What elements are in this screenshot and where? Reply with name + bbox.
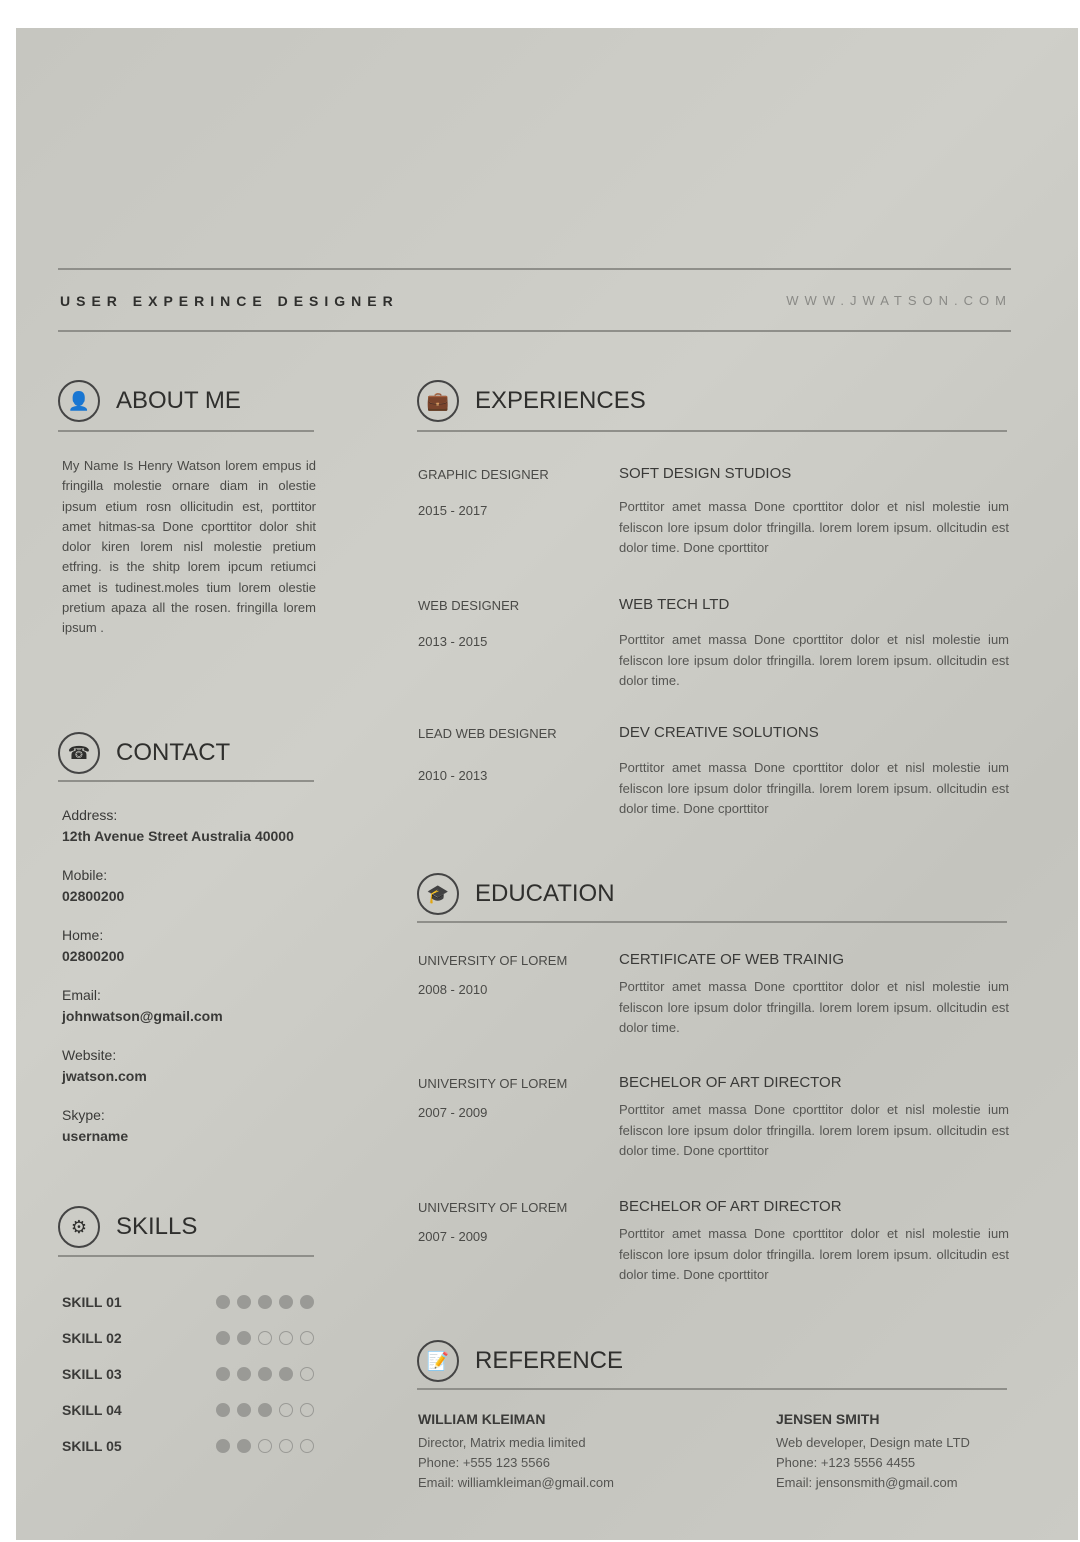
- reference-email: Email: jensonsmith@gmail.com: [776, 1475, 958, 1490]
- experience-years: 2013 - 2015: [418, 634, 488, 649]
- experience-description: Porttitor amet massa Done cporttitor dolor et nisl molestie ium feliscon lore ipsum dolor tfringilla. lorem lorem ipsum. ollcitudin est dolor time.: [619, 632, 1009, 688]
- contact-item: [62, 985, 223, 1027]
- skill-rating: [216, 1403, 314, 1417]
- filled-dot: [216, 1403, 230, 1417]
- empty-dot: [300, 1331, 314, 1345]
- filled-dot: [237, 1367, 251, 1381]
- heading-text: REFERENCE: [475, 1347, 624, 1374]
- experience-years: 2010 - 2013: [418, 768, 488, 783]
- experience-description: Porttitor amet massa Done cporttitor dolor et nisl molestie ium feliscon lore ipsum dolor tfringilla. lorem lorem ipsum. ollcitudin est dolor time. Done cporttitor: [619, 760, 1009, 816]
- filled-dot: [279, 1295, 293, 1309]
- contact-value: 12th Avenue Street Australia 40000: [62, 828, 294, 844]
- skill-name: SKILL 01: [62, 1294, 122, 1310]
- skill-row: [62, 1402, 314, 1418]
- contact-label: Website:: [62, 1047, 117, 1063]
- experience-company: SOFT DESIGN STUDIOS: [619, 465, 792, 482]
- education-school: UNIVERSITY OF LOREM: [418, 953, 568, 968]
- user-icon: 👤: [58, 380, 100, 422]
- contact-value: 02800200: [62, 948, 125, 964]
- experience-role: LEAD WEB DESIGNER: [418, 726, 557, 741]
- skill-row: [62, 1366, 314, 1382]
- divider: [58, 330, 1011, 332]
- contact-item: [62, 925, 124, 967]
- education-degree: BECHELOR OF ART DIRECTOR: [619, 1198, 842, 1215]
- contact-label: Home:: [62, 927, 104, 943]
- experience-role: WEB DESIGNER: [418, 598, 520, 613]
- filled-dot: [216, 1439, 230, 1453]
- skill-name: SKILL 04: [62, 1402, 122, 1418]
- education-description: Porttitor amet massa Done cporttitor dolor et nisl molestie ium feliscon lore ipsum dolor tfringilla. lorem lorem ipsum. ollcitudin est dolor time. Done cporttitor: [619, 1102, 1009, 1158]
- website-header: WWW.JWATSON.COM: [786, 293, 1012, 308]
- skill-rating: [216, 1367, 314, 1381]
- skill-rating: [216, 1331, 314, 1345]
- filled-dot: [237, 1331, 251, 1345]
- heading-text: CONTACT: [116, 739, 231, 766]
- divider: [58, 1255, 314, 1257]
- education-years: 2007 - 2009: [418, 1229, 488, 1244]
- experience-description: Porttitor amet massa Done cporttitor dolor et nisl molestie ium feliscon lore ipsum dolor tfringilla. lorem lorem ipsum. ollcitudin est dolor time. Done cporttitor: [619, 499, 1009, 555]
- filled-dot: [216, 1367, 230, 1381]
- reference-heading: [417, 1340, 623, 1382]
- reference-phone: Phone: +555 123 5566: [418, 1455, 550, 1470]
- education-degree: CERTIFICATE OF WEB TRAINIG: [619, 951, 845, 968]
- skill-row: [62, 1438, 314, 1454]
- education-years: 2007 - 2009: [418, 1105, 488, 1120]
- contact-item: [62, 1045, 147, 1087]
- education-description: Porttitor amet massa Done cporttitor dolor et nisl molestie ium feliscon lore ipsum dolor tfringilla. lorem lorem ipsum. ollcitudin est dolor time. Done cporttitor: [619, 1226, 1009, 1282]
- job-title: USER EXPERINCE DESIGNER: [60, 293, 399, 309]
- education-degree: BECHELOR OF ART DIRECTOR: [619, 1074, 842, 1091]
- reference-name: WILLIAM KLEIMAN: [418, 1411, 546, 1427]
- reference-card: [776, 1409, 970, 1493]
- education-description: Porttitor amet massa Done cporttitor dolor et nisl molestie ium feliscon lore ipsum dolor tfringilla. lorem lorem ipsum. ollcitudin est dolor time.: [619, 979, 1009, 1035]
- reference-phone: Phone: +123 5556 4455: [776, 1455, 916, 1470]
- phone-book-icon: ☎: [58, 732, 100, 774]
- contact-value: username: [62, 1128, 129, 1144]
- contact-item: [62, 865, 124, 907]
- contact-value: jwatson.com: [62, 1068, 147, 1084]
- skill-name: SKILL 03: [62, 1366, 122, 1382]
- empty-dot: [300, 1403, 314, 1417]
- about-text: My Name Is Henry Watson lorem empus id fringilla molestie ornare diam in olestie ipsum etium rosn ollicitudin est, porttitor amet hitmas-sa Done cporttitor dolor shit dolor kiren lorem nisl molestie pretium etfring. is the shitp lorem ipcum retiumci amet is tudinest.moles tium lorem olestie pretium apaza all the rosen. fringilla lorem ipsum .: [62, 458, 316, 636]
- skills-heading: [58, 1206, 197, 1248]
- contact-value: 02800200: [62, 888, 125, 904]
- filled-dot: [216, 1331, 230, 1345]
- filled-dot: [237, 1403, 251, 1417]
- empty-dot: [279, 1331, 293, 1345]
- contact-heading: [58, 732, 230, 774]
- heading-text: SKILLS: [116, 1213, 198, 1240]
- briefcase-icon: 💼: [417, 380, 459, 422]
- reference-title: Director, Matrix media limited: [418, 1435, 586, 1450]
- divider: [58, 268, 1011, 270]
- experience-years: 2015 - 2017: [418, 503, 488, 518]
- document-icon: 📝: [417, 1340, 459, 1382]
- gear-icon: ⚙: [58, 1206, 100, 1248]
- contact-item: [62, 1105, 128, 1147]
- filled-dot: [237, 1295, 251, 1309]
- reference-card: [418, 1409, 614, 1493]
- reference-email: Email: williamkleiman@gmail.com: [418, 1475, 614, 1490]
- filled-dot: [300, 1295, 314, 1309]
- divider: [417, 921, 1007, 923]
- education-school: UNIVERSITY OF LOREM: [418, 1200, 568, 1215]
- filled-dot: [258, 1403, 272, 1417]
- filled-dot: [258, 1367, 272, 1381]
- experiences-heading: [417, 380, 646, 422]
- skill-name: SKILL 05: [62, 1438, 122, 1454]
- filled-dot: [216, 1295, 230, 1309]
- skill-row: [62, 1294, 314, 1310]
- contact-label: Skype:: [62, 1107, 105, 1123]
- reference-title: Web developer, Design mate LTD: [776, 1435, 970, 1450]
- divider: [58, 780, 314, 782]
- heading-text: EXPERIENCES: [475, 387, 646, 414]
- empty-dot: [258, 1439, 272, 1453]
- filled-dot: [258, 1295, 272, 1309]
- experience-company: DEV CREATIVE SOLUTIONS: [619, 724, 819, 741]
- about-heading: [58, 380, 241, 422]
- contact-value: johnwatson@gmail.com: [62, 1008, 223, 1024]
- divider: [417, 430, 1007, 432]
- education-years: 2008 - 2010: [418, 982, 488, 997]
- contact-item: [62, 805, 294, 847]
- empty-dot: [300, 1439, 314, 1453]
- skill-row: [62, 1330, 314, 1346]
- experience-company: WEB TECH LTD: [619, 596, 730, 613]
- skill-rating: [216, 1439, 314, 1453]
- empty-dot: [258, 1331, 272, 1345]
- heading-text: EDUCATION: [475, 880, 615, 907]
- contact-label: Address:: [62, 807, 118, 823]
- heading-text: ABOUT ME: [116, 387, 241, 414]
- empty-dot: [279, 1439, 293, 1453]
- divider: [417, 1388, 1007, 1390]
- filled-dot: [237, 1439, 251, 1453]
- empty-dot: [279, 1403, 293, 1417]
- skill-rating: [216, 1295, 314, 1309]
- education-school: UNIVERSITY OF LOREM: [418, 1076, 568, 1091]
- contact-label: Mobile:: [62, 867, 108, 883]
- filled-dot: [279, 1367, 293, 1381]
- graduation-cap-icon: 🎓: [417, 873, 459, 915]
- empty-dot: [300, 1367, 314, 1381]
- experience-role: GRAPHIC DESIGNER: [418, 467, 549, 482]
- reference-name: JENSEN SMITH: [776, 1411, 880, 1427]
- education-heading: [417, 873, 615, 915]
- contact-label: Email:: [62, 987, 101, 1003]
- skill-name: SKILL 02: [62, 1330, 122, 1346]
- divider: [58, 430, 314, 432]
